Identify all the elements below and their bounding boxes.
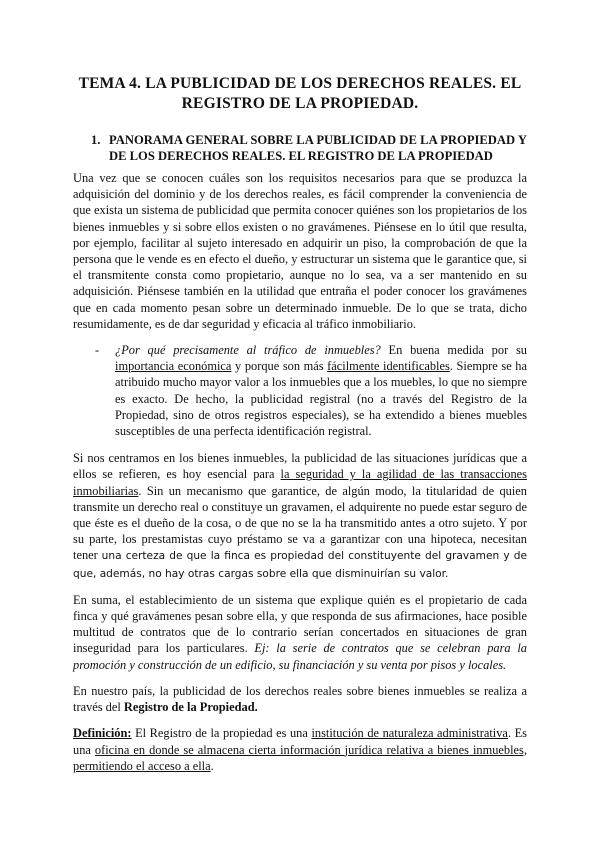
p2-underline: la seguridad y la agilidad de las transacciones inmobiliarias <box>73 467 527 498</box>
paragraph-nuestro-pais <box>73 683 527 715</box>
bullet-underline-b: fácilmente identificables <box>327 359 450 374</box>
bullet-text-b: y porque son más <box>231 359 328 374</box>
bullet-text-c: . Siempre se ha atribuido mucho mayor valor a los inmuebles que a los muebles, lo que no siempre es exacto. De hecho, la publicidad registral (no a través del Registro de la Propiedad, sino de otros registros especiales), se ha extendido a bienes muebles susceptibles de una perfecta identificación registral. <box>115 359 527 439</box>
p5-underline-a: institución de naturaleza administrativa <box>311 726 508 741</box>
bullet-item <box>95 342 527 439</box>
section-title: PANORAMA GENERAL SOBRE LA PUBLICIDAD DE LA PROPIEDAD Y DE LOS DERECHOS REALES. EL REGISTRO DE LA PROPIEDAD <box>109 133 527 163</box>
p5-text-c: . <box>210 758 214 773</box>
section-number: 1. <box>91 133 101 147</box>
p5-text-a: El Registro de la propiedad es una <box>131 726 312 741</box>
bullet-question: ¿Por qué precisamente al tráfico de inmuebles? <box>115 343 381 358</box>
p2-text-a: Si nos centramos en los bienes inmuebles, la publicidad de las situaciones jurídicas que a ellos se refieren, es hoy esencial para <box>73 451 527 482</box>
paragraph-en-suma <box>73 592 527 673</box>
p5-underline-b: oficina en donde se almacena cierta información jurídica relativa a bienes inmuebles, permitiendo el acceso a ella <box>73 742 527 773</box>
paragraph-definicion <box>73 725 527 774</box>
paragraph-intro: Una vez que se conocen cuáles son los requisitos necesarios para que se produzca la adquisición del dominio y de los derechos reales, es fácil comprender la conveniencia de que exista un sistema de publicidad que permita conocer quiénes son los propietarios de los bienes inmuebles y si sobre ellos existen o no gravámenes. Piénsese en lo útil que resulta, por ejemplo, facilitar al sujeto interesado en adquirir un piso, la comprobación de que la persona que le vende es en efecto el dueño, y estructurar un sistema que le garantice que, si el transmitente consta como propietario, aunque no lo sea, va a ser mantenido en su adquisición. Piénsese también en la utilidad que entraña el poder conocer los gravámenes que en cada momento pesan sobre un determinado inmueble. De lo que se trata, dicho resumidamente, es de dar seguridad y eficacia al tráfico inmobiliario. <box>73 171 527 331</box>
title-line-1: TEMA 4. LA PUBLICIDAD DE LOS DERECHOS REALES. EL <box>78 75 522 92</box>
p3-text: En suma, el establecimiento de un sistema que explique quién es el propietario de cada finca y qué gravámenes pesan sobre ella, y que responda de sus afirmaciones, hace posible multitud de contratos que de lo contrario serían concertados en situaciones de gran inseguridad para los particulares. <box>73 592 527 656</box>
p4-text: En nuestro país, la publicidad de los derechos reales sobre bienes inmuebles se realiza a través del <box>73 683 527 715</box>
p2-sans-text: una certeza de que la finca es propiedad del constituyente del gravamen y de que, además, no hay otras cargas sobre ella que disminuirían su valor. <box>73 550 527 580</box>
p4-bold: Registro de la Propiedad. <box>123 700 258 715</box>
title-line-2: REGISTRO DE LA PROPIEDAD. <box>181 95 419 112</box>
paragraph-inmuebles <box>73 450 527 582</box>
p5-text-b: . Es una <box>73 726 527 757</box>
section-heading <box>91 132 527 164</box>
p2-text-b: . Sin un mecanismo que garantice, de algún modo, la titularidad de quien transmite un derecho real o constituye un gravamen, el adquirente no puede estar seguro de que éste es el dueño de la cosa, o de que no se la ha transmitido antes a otro sujeto. Y por su parte, los prestamistas cuyo préstamo se va a garantizar con una hipoteca, necesitan tener <box>73 483 527 563</box>
page-title <box>73 74 527 114</box>
definition-label: Definición: <box>73 726 132 741</box>
p3-example: Ej: la serie de contratos que se celebran para la promoción y construcción de un edificio, su financiación y su venta por pisos y locales. <box>73 641 527 672</box>
bullet-marker: - <box>95 343 100 358</box>
bullet-text-a: En buena medida por su <box>380 343 527 358</box>
bullet-underline-a: importancia económica <box>115 359 232 374</box>
document-page <box>73 0 527 774</box>
bullet-text <box>115 342 527 439</box>
